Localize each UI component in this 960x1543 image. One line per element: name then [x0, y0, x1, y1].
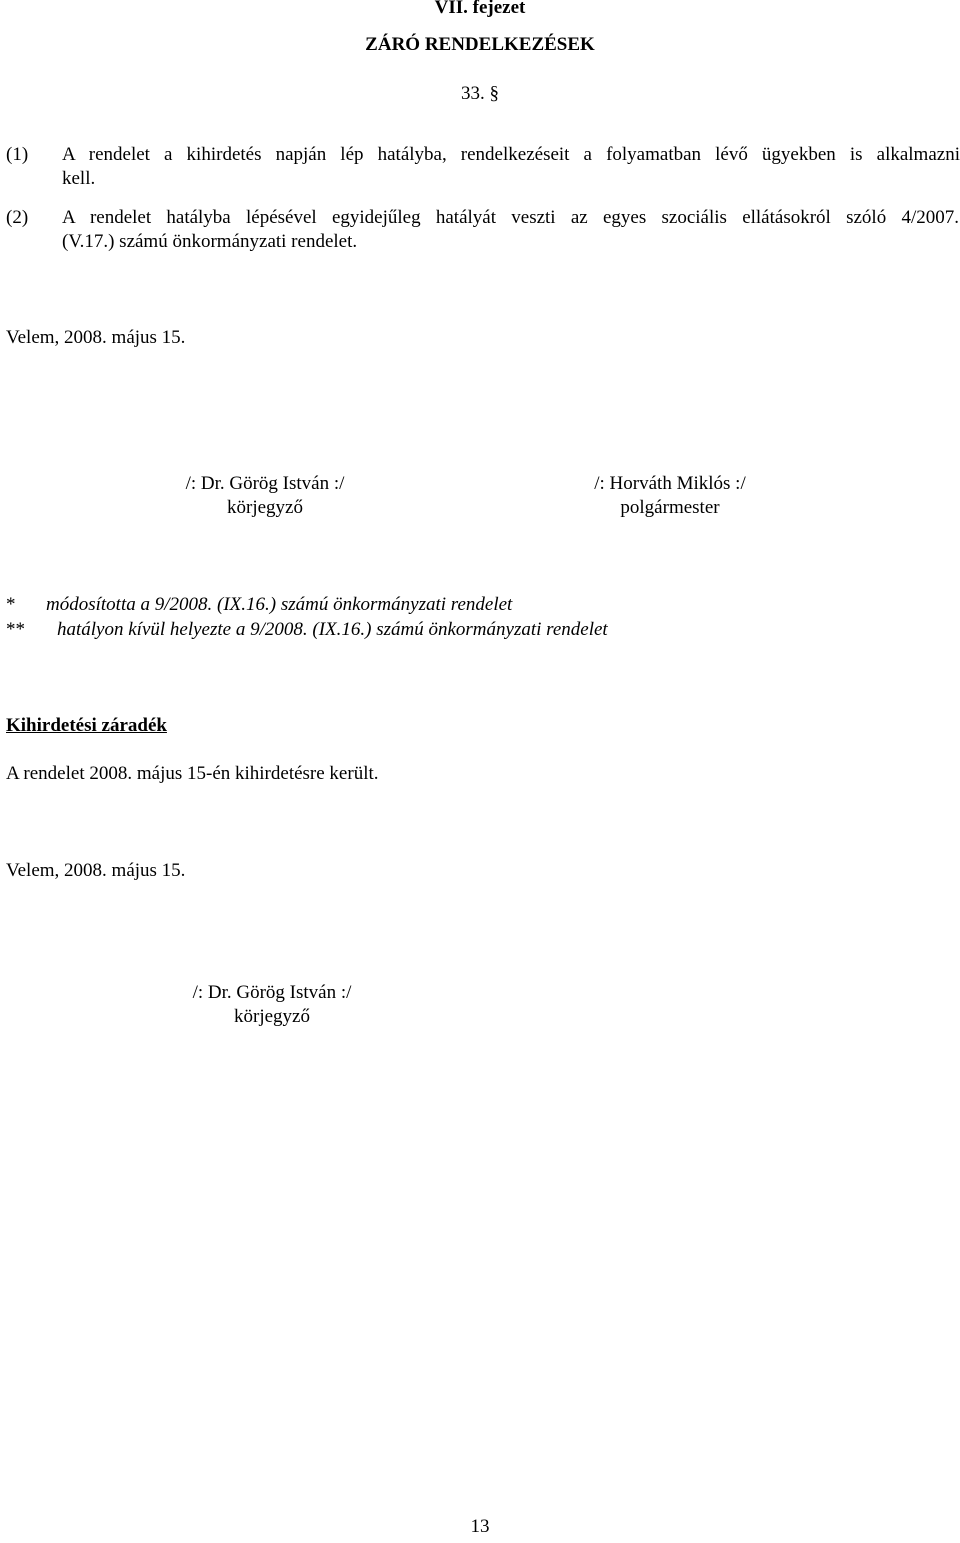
- paragraph-1-number: (1): [6, 144, 29, 165]
- announcement-heading: Kihirdetési záradék: [6, 715, 167, 736]
- chapter-number: VII. fejezet: [434, 0, 526, 18]
- footnote-1-text: módosította a 9/2008. (IX.16.) számú önkormányzati rendelet: [46, 594, 513, 615]
- section-number: 33. §: [461, 83, 499, 104]
- place-date: Velem, 2008. május 15.: [6, 327, 186, 348]
- footnote-2-mark: **: [6, 619, 25, 640]
- page-number: 13: [470, 1516, 490, 1537]
- announcement-signature-title: körjegyző: [234, 1006, 310, 1027]
- paragraph-2-number: (2): [6, 207, 29, 228]
- signature-title-notary: körjegyző: [227, 497, 303, 518]
- paragraph-1-line-1: A rendelet a kihirdetés napján lép hatályba, rendelkezéseit a folyamatban lévő ügyekben is alkalmazni: [62, 144, 960, 165]
- footnote-2-text: hatályon kívül helyezte a 9/2008. (IX.16.) számú önkormányzati rendelet: [57, 619, 608, 640]
- paragraph-1-line-2: kell.: [62, 168, 96, 189]
- footnote-1-mark: *: [6, 594, 16, 615]
- announcement-place-date: Velem, 2008. május 15.: [6, 860, 186, 881]
- paragraph-2-line-1: A rendelet hatályba lépésével egyidejűleg hatályát veszti az egyes szociális ellátásokról szóló 4/2007.: [62, 207, 959, 228]
- announcement-text: A rendelet 2008. május 15-én kihirdetésre került.: [6, 763, 379, 784]
- announcement-signature-name: /: Dr. Görög István :/: [192, 982, 352, 1003]
- signature-name-mayor: /: Horváth Miklós :/: [594, 473, 746, 494]
- signature-title-mayor: polgármester: [620, 497, 720, 518]
- chapter-title: ZÁRÓ RENDELKEZÉSEK: [365, 34, 595, 55]
- paragraph-2-line-2: (V.17.) számú önkormányzati rendelet.: [62, 231, 358, 252]
- signature-name-notary: /: Dr. Görög István :/: [185, 473, 345, 494]
